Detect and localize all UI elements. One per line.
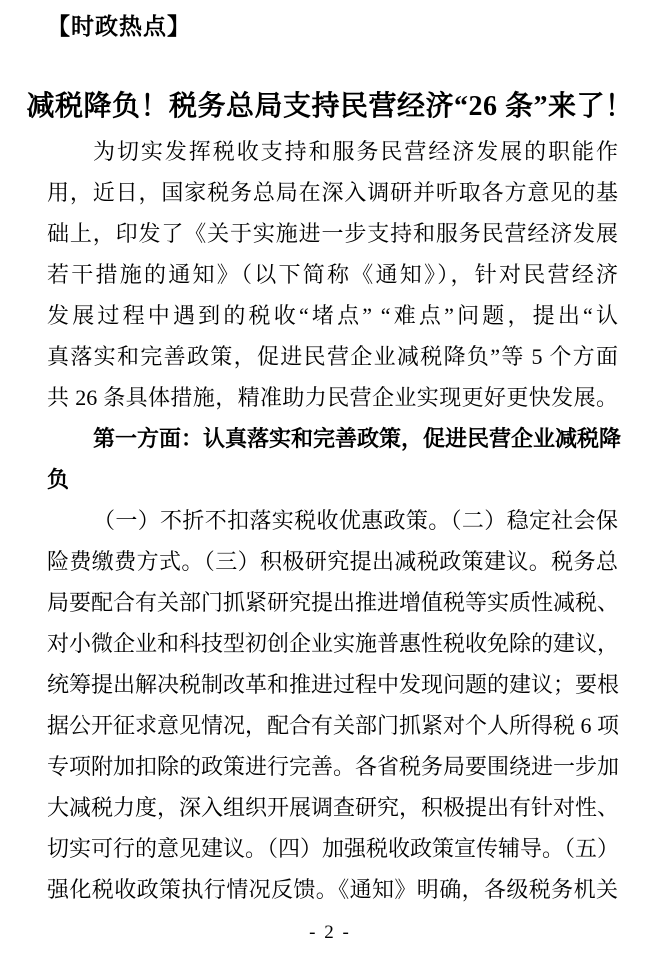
body-line: 强化税收政策执行情况反馈。《通知》明确，各级税务机关 [47, 877, 618, 902]
article-body [47, 131, 622, 910]
body-line: 大减税力度，深入组织开展调查研究，积极提出有针对性、 [47, 795, 620, 820]
body-heading-line: 第一方面：认真落实和完善政策，促进民营企业减税降 [93, 426, 622, 451]
body-line: 若干措施的通知》（以下简称《通知》），针对民营经济 [47, 262, 618, 287]
body-heading-line: 负 [47, 467, 70, 492]
body-line: 险费缴费方式。（三）积极研究提出减税政策建议。税务总 [47, 549, 618, 574]
body-line: 统筹提出解决税制改革和推进过程中发现问题的建议；要根 [47, 672, 620, 697]
body-line: （一）不折不扣落实税收优惠政策。（二）稳定社会保 [93, 508, 618, 533]
body-line: 据公开征求意见情况，配合有关部门抓紧对个人所得税 6 项 [47, 713, 620, 738]
page-number: - 2 - [309, 922, 351, 943]
article-title: 减税降负！税务总局支持民营经济“26 条”来了！ [26, 91, 634, 122]
body-line: 局要配合有关部门抓紧研究提出推进增值税等实质性减税、 [47, 590, 620, 615]
body-line: 用，近日，国家税务总局在深入调研并听取各方意见的基 [47, 180, 618, 205]
body-line: 切实可行的意见建议。（四）加强税收政策宣传辅导。（五） [47, 836, 620, 861]
body-line: 发展过程中遇到的税收“堵点” “难点”问题，提出“认 [47, 303, 618, 328]
section-tag: 【时政热点】 [47, 13, 191, 39]
body-line: 专项附加扣除的政策进行完善。各省税务局要围绕进一步加 [47, 754, 620, 779]
body-line: 础上，印发了《关于实施进一步支持和服务民营经济发展 [47, 221, 618, 246]
body-line: 共 26 条具体措施，精准助力民营企业实现更好更快发展。 [47, 385, 618, 410]
body-line: 真落实和完善政策，促进民营企业减税降负”等 5 个方面 [47, 344, 618, 369]
body-line: 对小微企业和科技型初创企业实施普惠性税收免除的建议， [47, 631, 620, 656]
body-line: 为切实发挥税收支持和服务民营经济发展的职能作 [93, 139, 618, 164]
